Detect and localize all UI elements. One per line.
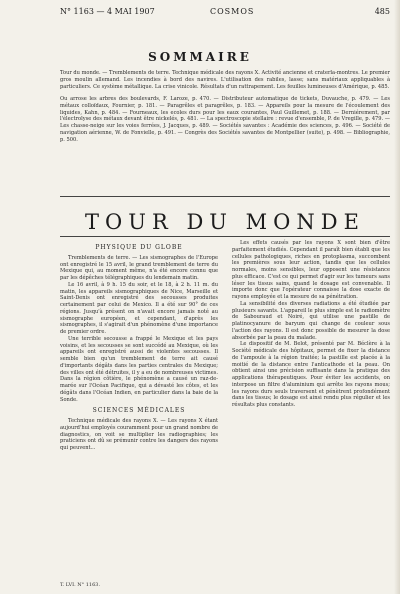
sommaire-paragraph: Ou arrose les arbres des boulevards, F. Laroze, p. 470. — Distributeur automatique de tickets, Duvauche, p. 479. — Les métaux colloïdaux, Fournier, p. 181. — Paragrêles et paragrêles, p. 183. — Appareils pour la mesure de l'écoulement des liquides, Kahn, p. 484. — Fourneaux, les ecoles durs pour les eaux courantes, Paul Guillemet, p. 188. — Derniérement, par l'électrolyse des métaux devant être nickelés, p. 481. — La spectroscopie stellaire : revue d'ensemble, P. de Vregille, p. 479. — Les chasse-neige sur les voies ferrées, J. Jacques, p. 489. — Sociétés savantes : Académie des sciences, p. 496. — Société de navigation aérienne, W. de Fonvielle, p. 491. — Congrès des Sociétés savantes de Montpellier (suite), p. 498. — Bibliographie, p. 500. [60, 95, 390, 144]
page-footer: T. LVI. N° 1163. [60, 582, 101, 588]
divider-rule [60, 196, 390, 197]
paragraph: Technique médicale des rayons X. — Les rayons X étant aujourd'hui employés couramment pour un grand nombre de diagnostics, on voit se multiplier les radiographies; les praticiens ont dû se prémunir contre les dangers des rayons qui peuvent... [60, 418, 218, 451]
paragraph: Les effets causés par les rayons X sont bien d'être parfaitement étudiés. Cependant il paraît bien établi que les cellules pathologiques, riches en protoplasma, succombent les premières sous leur action, tandis que les cellules normales, moins sensibles, leur opposent une résistance plus efficace. C'est ce qui permet d'agir sur les tumeurs sans léser les tissus sains, quand le dosage est convenable. Il importe donc que l'opérateur connaisse la dose exacte de rayons employée et la mesure de sa pénétration. [232, 240, 390, 300]
sommaire-paragraph: Tour du monde. — Tremblements de terre. Technique médicale des rayons X. Activité ancienne et craterla-montres. Le premier gros moulin allemand. Les incendies à bord des navires. L'utilisation des rabiles, lasse; sans matériaux appliquables à particuliers. Ce système métallique. La crise vinicole. Résultats d'un rattrapement. Les feuilles lumineuses d'Amérique, p. 485. [60, 70, 390, 90]
scan-edge-shadow [394, 0, 400, 594]
section-title: TOUR DU MONDE [85, 210, 365, 234]
subsection-heading: SCIENCES MÉDICALES [92, 407, 186, 415]
sommaire-body [60, 70, 390, 149]
paragraph: La sensibilité des diverses radiations a été étudiée par plusieurs savants. L'appareil le plus simple est le radiomètre de Sabouraud et Noiré, qui utilise une pastille de platinocyanure de baryum qui change de couleur sous l'action des rayons. Il est donc possible de mesurer la dose absorbée par la peau du malade. [232, 300, 390, 341]
sommaire-heading: SOMMAIRE [148, 50, 252, 64]
page-number: 485 [374, 7, 390, 16]
running-header [60, 7, 390, 19]
subsection-heading: PHYSIQUE DU GLOBE [95, 244, 183, 251]
paragraph: Le 16 avril, à 9 h. 15 du soir, et le 18, à 2 h. 11 m. du matin, les appareils sismographiques de Nice, Marseille et Saint-Denis ont enregistré des secousses produites certainement par celui de Mexico. Il a été sur 90° de ces régions. Jusqu'à présent on n'avait encore jamais noté au sismographe européen, et cependant, d'après les sismographes, il s'agirait d'un phénomène d'une importance de premier ordre. [60, 281, 218, 335]
journal-name: COSMOS [210, 7, 255, 16]
issue-number: N° 1163 — 4 MAI 1907 [60, 7, 155, 16]
paragraph: Une terrible secousse a frappé le Mexique et les pays voisins, et les secousses se sont succédé au Mexique, où les appareils ont enregistré aussi de violentes secousses. Il semble bien qu'un tremblement de terre ait causé d'importants dégâts dans les parties centrales du Mexique; des villes ont été détruites, il y a eu de nombreuses victimes. Dans la région côtière, le phénomène a causé un raz-de-marée sur l'Océan Pacifique, qui a dévasté les côtes, et les dégâts dans l'Océan Indien, en particulier dans la baie de la Sonde. [60, 335, 218, 403]
right-column [232, 240, 390, 409]
paragraph: Tremblements de terre. — Les sismographes de l'Europe ont enregistré le 15 avril, le grand tremblement de terre du Mexique qui, au moment même, n'a été encore connu que par les dépêches télégraphiques du lendemain matin. [60, 254, 218, 281]
left-column [60, 240, 218, 452]
divider-rule [60, 236, 390, 237]
paragraph: Le dispositif de M. Belot, présenté par M. Béclère à la Société médicale des hôpitaux, permet de fixer la distance de l'ampoule à la région traitée; la pastille est placée à la moitié de la distance entre l'anticathode et la peau. On obtient ainsi une précision suffisante dans la pratique des applications thérapeutiques. Pour éviter les accidents, on interpose un filtre d'aluminium qui arrête les rayons mous; les rayons durs seuls traversent et pénètrent profondément dans les tissus; le dosage est ainsi rendu plus régulier et les résultats plus constants. [232, 341, 390, 408]
